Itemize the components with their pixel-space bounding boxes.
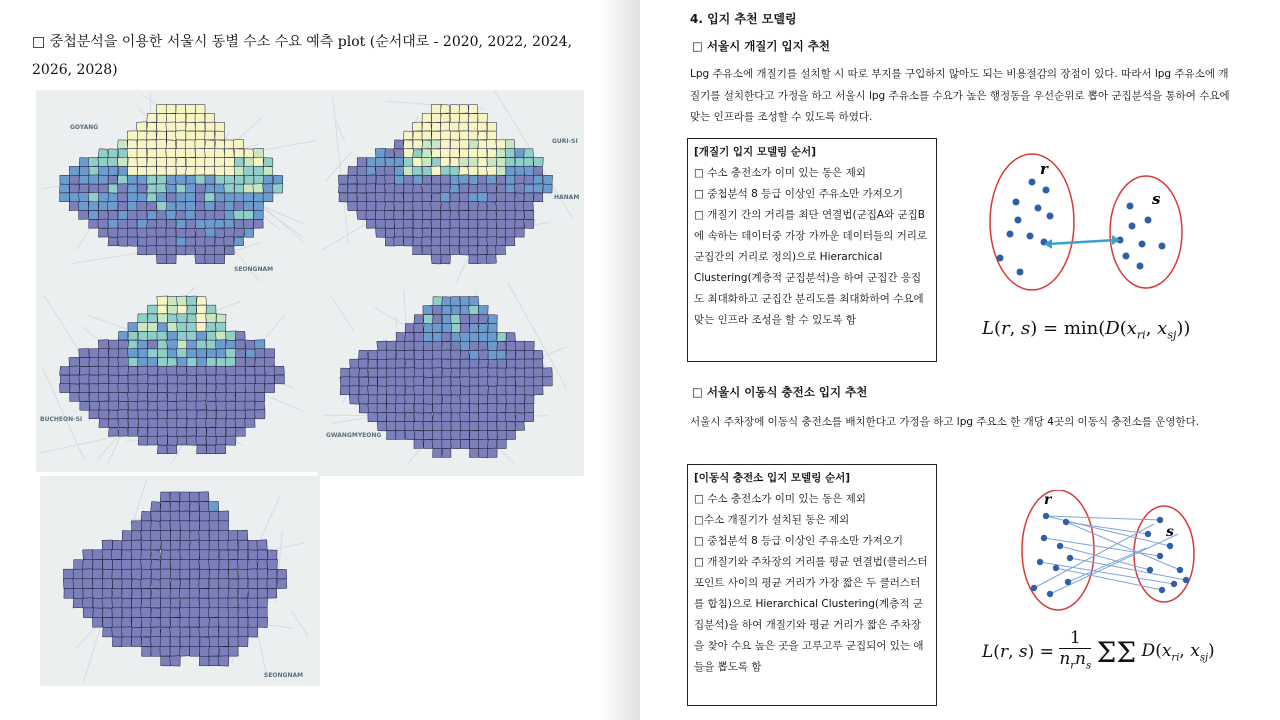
diagram-label-s: s (1152, 190, 1161, 208)
section-heading: 4. 입지 추천 모델링 (690, 12, 797, 26)
section1-paragraph: Lpg 주유소에 개질기를 설치할 시 따로 부지를 구입하지 않아도 되는 비용절감의 장점이 있다. 따라서 lpg 주유소에 개질기를 설치한다고 가정을 하고 서울시 lpg 주유소를 수요가 높은 행정동을 우선순위로 뽑아 군집분석을 통하여 수요에 맞는 인프라를 조성할 수 있도록 하였다. (690, 68, 1230, 123)
cluster-r-ellipse (990, 154, 1074, 290)
map-2028 (40, 476, 320, 686)
average-linkage-diagram (1010, 490, 1210, 620)
map-2020 (36, 90, 316, 282)
section1-box-title: [개질기 입지 모델링 순서] (694, 146, 816, 158)
single-linkage-diagram (980, 150, 1210, 310)
map-2024 (36, 282, 318, 472)
cluster-r-ellipse-2 (1022, 490, 1094, 610)
diagram-label-r: r (1040, 160, 1048, 178)
map-label-seongnam-2: SEONGNAM (264, 672, 304, 679)
right-page (640, 0, 1280, 720)
cluster-r-points (997, 179, 1054, 276)
section2-formula: L(r, s) = 1 $n_rn_s$ ΣΣ $D(x_{ri}$, $x_{sj}$) (982, 628, 1215, 672)
section1-title: □ 서울시 개질기 입지 추천 (692, 39, 830, 53)
section2-paragraph: 서울시 주차장에 이동식 충전소를 배치한다고 가정을 하고 lpg 주요소 한 개당 4곳의 이동식 충전소를 운영한다. (690, 416, 1200, 428)
section1-box-item-3: □ 개질기 간의 거리를 최단 연결법(군집A와 군집B에 속하는 데이터중 가장 가까운 데이터들의 거리로 군집간의 거리로 정의)으로 Hierarchical Clustering(계층적 군집분석)을 하여 군집간 응집도 최대화하고 군집간 분리도를 최대화하여 수요에 맞는 인프라 조성을 할 수 있도록 함 (694, 209, 928, 326)
section1-box-item-1: □ 수소 충전소가 이미 있는 동은 제외 (694, 167, 866, 179)
map-label-seongnam: SEONGNAM (234, 266, 274, 273)
section1-formula: L(r, $s) = \min(D(x_{ri}$, $x_{sj}$)) (982, 318, 1191, 342)
section1-box (687, 138, 937, 362)
section2-box-item-2: □수소 개질기가 설치된 동은 제외 (694, 514, 850, 526)
cluster-s-points (1117, 203, 1166, 270)
map-2022-graphic (316, 90, 584, 282)
cluster-s-ellipse (1110, 176, 1182, 288)
map-label-hanam: HANAM (554, 194, 580, 201)
left-page-title: □ 중첩분석을 이용한 서울시 동별 수소 수요 예측 plot (순서대로 - 2020, 2022, 2024, 2026, 2028) (32, 34, 573, 78)
section2-box-item-3: □ 중첩분석 8 등급 이상인 주유소만 가져오기 (694, 535, 904, 547)
map-label-bucheon: BUCHEON-SI (40, 416, 83, 423)
section2-box-item-4: □ 개질기와 주차장의 거리를 평균 연결법(클러스터 포인트 사이의 평균 거리가 가장 짧은 두 클러스터를 합침)으로 Hierarchical Clustering(계층적 군집분석)을 하여 개질기와 평균 거리가 짧은 주차장을 찾아 수요 높은 곳을 고루고루 군집되어 있는 애들을 뽑도록 함 (694, 556, 928, 673)
map-2024-graphic (36, 282, 318, 472)
cluster-r-points-2 (1031, 513, 1073, 597)
map-2022 (316, 90, 584, 282)
map-label-guri: GURI-SI (552, 138, 578, 145)
section2-box-item-1: □ 수소 충전소가 이미 있는 동은 제외 (694, 493, 866, 505)
map-2020-graphic (36, 90, 316, 282)
nearest-link-arrow (1048, 240, 1116, 244)
map-2026 (318, 282, 584, 476)
page-gutter-shadow (600, 0, 640, 720)
section2-title: □ 서울시 이동식 충전소 입지 추천 (692, 385, 868, 399)
map-label-goyang: GOYANG (70, 124, 99, 131)
map-label-gwangmyeong: GWANGMYEONG (326, 432, 382, 439)
section1-box-item-2: □ 중첩분석 8 등급 이상인 주유소만 가져오기 (694, 188, 904, 200)
map-2028-graphic (40, 476, 320, 686)
average-links (1034, 516, 1186, 594)
section2-box-title: [이동식 충전소 입지 모델링 순서] (694, 472, 851, 484)
diagram2-label-s: s (1166, 524, 1174, 540)
diagram2-label-r: r (1044, 492, 1052, 508)
map-2026-graphic (318, 282, 584, 476)
section2-box (687, 464, 937, 706)
